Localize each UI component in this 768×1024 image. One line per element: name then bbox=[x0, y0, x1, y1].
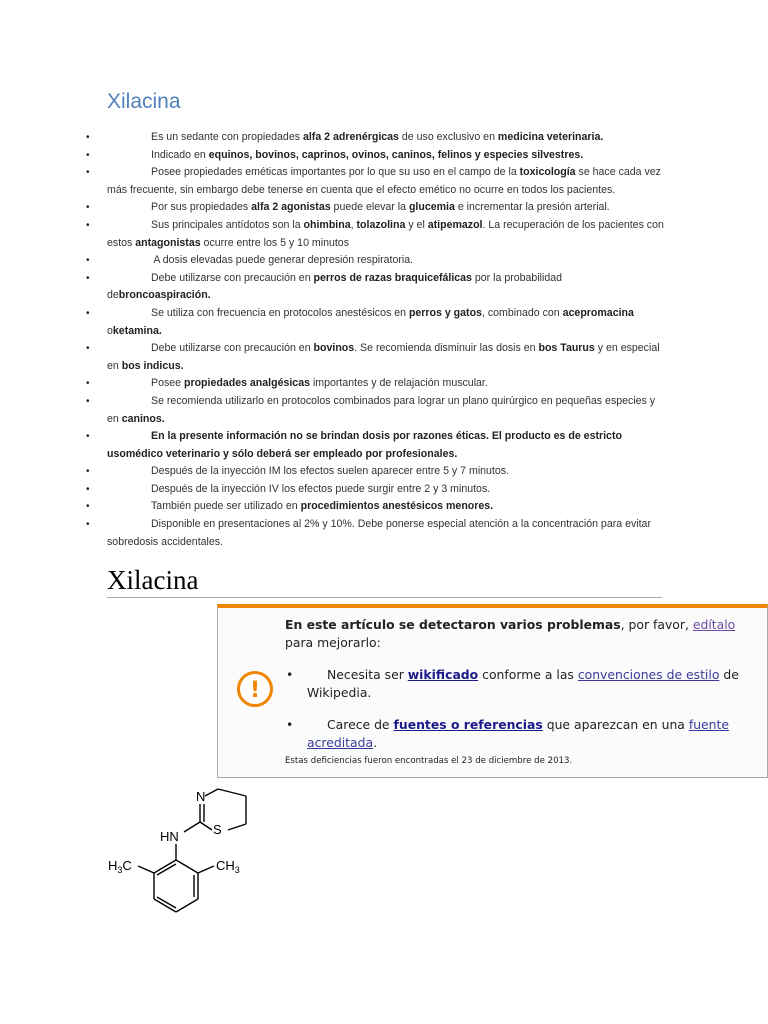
fact-item bbox=[86, 340, 666, 375]
bullet-glyph: • bbox=[86, 519, 90, 531]
fact-emphasis: ohimbina bbox=[303, 218, 351, 231]
fact-emphasis: bos indicus. bbox=[121, 359, 184, 372]
bullet-glyph: • bbox=[286, 667, 294, 682]
bullet-glyph: • bbox=[86, 343, 90, 355]
fact-item bbox=[86, 481, 666, 499]
fact-text: Debe utilizarse con precaución en bbox=[151, 342, 314, 355]
fact-item bbox=[86, 129, 666, 147]
fact-text: y en especial en bbox=[107, 342, 660, 372]
atom-ch3-right-label: $CH_3$ bbox=[216, 858, 240, 875]
style-conventions-link[interactable]: convenciones de estilo bbox=[577, 667, 720, 682]
article-title: Xilacina bbox=[107, 565, 199, 595]
fact-emphasis: En la presente información no se brindan dosis por razones éticas. El producto es de estricto uso bbox=[107, 430, 622, 460]
facts-list bbox=[86, 129, 666, 551]
fact-text: Es un sedante con propiedades bbox=[151, 131, 303, 143]
fact-item bbox=[86, 305, 666, 340]
sources-link[interactable]: fuentes o referencias bbox=[393, 717, 543, 732]
bullet-glyph: • bbox=[86, 483, 90, 495]
fact-emphasis: toxicología bbox=[519, 166, 576, 179]
fact-emphasis: procedimientos anestésicos menores. bbox=[300, 500, 494, 513]
fact-text: A dosis elevadas puede generar depresión respiratoria. bbox=[151, 254, 414, 267]
fact-text: Debe utilizarse con precaución en bbox=[151, 271, 314, 284]
fact-text: Se recomienda utilizarlo en protocolos combinados para lograr un plano quirúrgico en pequeñas especies y en bbox=[107, 394, 656, 425]
section-title: Xilacina bbox=[107, 90, 181, 113]
fact-text: Posee propiedades eméticas importantes por lo que su uso en el campo de la bbox=[151, 166, 520, 179]
notice-text bbox=[285, 616, 755, 766]
fact-item bbox=[86, 498, 666, 516]
notice-lead-end: para mejorarlo: bbox=[285, 635, 381, 650]
edit-link[interactable]: edítalo bbox=[692, 617, 736, 632]
fact-emphasis: antagonistas bbox=[135, 236, 201, 249]
maintenance-notice bbox=[217, 604, 768, 778]
bullet-glyph: • bbox=[86, 219, 90, 231]
issue-text: Necesita ser bbox=[327, 667, 408, 682]
fact-item bbox=[86, 375, 666, 393]
fact-emphasis: acepromacina bbox=[562, 306, 634, 319]
fact-item bbox=[86, 199, 666, 217]
fact-text: por la probabilidad de bbox=[107, 271, 563, 302]
fact-text: e incrementar la presión arterial. bbox=[454, 201, 610, 214]
fact-emphasis: equinos, bovinos, caprinos, ovinos, caninos, felinos y especies silvestres. bbox=[208, 148, 584, 161]
bullet-glyph: • bbox=[86, 307, 90, 319]
wikify-link[interactable]: wikificado bbox=[407, 667, 479, 682]
bullet-glyph: • bbox=[86, 255, 90, 267]
fact-text: , bbox=[350, 218, 357, 231]
fact-item bbox=[86, 164, 666, 199]
fact-text: Sus principales antídotos son la bbox=[151, 218, 304, 231]
bullet-glyph: • bbox=[86, 149, 90, 161]
fact-text: o bbox=[107, 324, 113, 337]
fact-text: Después de la inyección IM los efectos suelen aparecer entre 5 y 7 minutos. bbox=[151, 465, 510, 478]
title-divider bbox=[107, 597, 662, 598]
fact-text: Por sus propiedades bbox=[151, 201, 252, 214]
fact-emphasis: bos Taurus bbox=[538, 342, 595, 355]
notice-issue-item bbox=[285, 716, 755, 752]
fact-emphasis: medicina veterinaria. bbox=[497, 131, 604, 143]
bullet-glyph: • bbox=[86, 466, 90, 478]
fact-text: puede elevar la bbox=[330, 201, 409, 214]
fact-emphasis: ketamina. bbox=[112, 324, 162, 337]
notice-issues bbox=[285, 666, 755, 752]
fact-item bbox=[86, 217, 666, 252]
bullet-glyph: • bbox=[86, 167, 90, 179]
bond-lines bbox=[138, 789, 246, 912]
issue-text: . bbox=[373, 735, 378, 750]
xylazine-structure-image bbox=[100, 782, 270, 922]
fact-emphasis: atipemazol bbox=[427, 218, 483, 231]
fact-text: Posee bbox=[151, 377, 184, 390]
reliable-source-link[interactable]: fuente acreditada bbox=[307, 717, 730, 750]
fact-emphasis: propiedades analgésicas bbox=[183, 377, 310, 390]
issue-text: de Wikipedia. bbox=[307, 667, 739, 700]
notice-lead-rest: , por favor, bbox=[620, 617, 693, 632]
fact-emphasis: alfa 2 adrenérgicas bbox=[302, 131, 399, 143]
fact-item bbox=[86, 393, 666, 428]
fact-item bbox=[86, 270, 666, 305]
warning-glyph: ! bbox=[249, 678, 261, 703]
fact-text: . La recuperación de los pacientes con estos bbox=[107, 218, 664, 249]
fact-text: Disponible en presentaciones al 2% y 10%. Debe ponerse especial atención a la concentración para evitar sobredosis accidentales. bbox=[107, 518, 651, 548]
fact-text: Se utiliza con frecuencia en protocolos anestésicos en bbox=[151, 306, 409, 319]
fact-text: Después de la inyección IV los efectos puede surgir entre 2 y 3 minutos. bbox=[151, 482, 491, 495]
notice-lead-bold: En este artículo se detectaron varios problemas bbox=[285, 617, 621, 632]
bullet-glyph: • bbox=[86, 202, 90, 214]
fact-item bbox=[86, 147, 666, 165]
fact-emphasis: alfa 2 agonistas bbox=[251, 201, 331, 214]
fact-text: importantes y de relajación muscular. bbox=[310, 377, 488, 390]
fact-text: También puede ser utilizado en bbox=[151, 500, 301, 513]
atom-ch3-left-label: $H_3C$ bbox=[108, 858, 132, 875]
fact-emphasis: tolazolina bbox=[356, 218, 406, 231]
atom-hn-label: HN bbox=[160, 829, 179, 844]
fact-text: de uso exclusivo en bbox=[398, 131, 498, 143]
issue-text: Carece de bbox=[327, 717, 394, 732]
fact-text: Indicado en bbox=[151, 148, 209, 161]
bullet-glyph: • bbox=[86, 272, 90, 284]
bullet-glyph: • bbox=[286, 717, 294, 732]
fact-emphasis: caninos. bbox=[121, 412, 165, 425]
atom-n-label: N bbox=[196, 789, 206, 804]
bullet-glyph: • bbox=[86, 378, 90, 390]
fact-emphasis: médico veterinario y sólo deberá ser empleado por profesionales. bbox=[125, 447, 458, 460]
fact-text: se hace cada vez más frecuente, sin embargo debe tenerse en cuenta que el efecto emético no ocurre en todos los pacientes. bbox=[107, 166, 661, 196]
issue-text: que aparezcan en una bbox=[542, 717, 689, 732]
fact-item bbox=[86, 463, 666, 481]
fact-text: y el bbox=[405, 218, 428, 231]
notice-issue-item bbox=[285, 666, 755, 702]
fact-item bbox=[86, 252, 666, 270]
fact-emphasis: broncoaspiración. bbox=[118, 289, 211, 302]
fact-item bbox=[86, 428, 666, 463]
fact-emphasis: perros de razas braquicefálicas bbox=[313, 271, 472, 284]
fact-emphasis: glucemia bbox=[408, 201, 455, 214]
bullet-glyph: • bbox=[86, 395, 90, 407]
warning-icon bbox=[236, 670, 274, 708]
bullet-glyph: • bbox=[86, 431, 90, 443]
bullet-glyph: • bbox=[86, 132, 90, 143]
issue-text: conforme a las bbox=[478, 667, 578, 682]
notice-lead bbox=[285, 616, 755, 652]
notice-date: Estas deficiencias fueron encontradas el 23 de diciembre de 2013. bbox=[285, 756, 573, 766]
fact-item bbox=[86, 516, 666, 551]
fact-emphasis: perros y gatos bbox=[408, 306, 482, 319]
fact-text: ocurre entre los 5 y 10 minutos bbox=[200, 236, 349, 249]
atom-s-label: S bbox=[213, 822, 222, 837]
fact-text: , combinado con bbox=[481, 306, 563, 319]
fact-emphasis: bovinos bbox=[313, 342, 355, 355]
bullet-glyph: • bbox=[86, 501, 90, 513]
fact-text: . Se recomienda disminuir las dosis en bbox=[354, 342, 539, 355]
